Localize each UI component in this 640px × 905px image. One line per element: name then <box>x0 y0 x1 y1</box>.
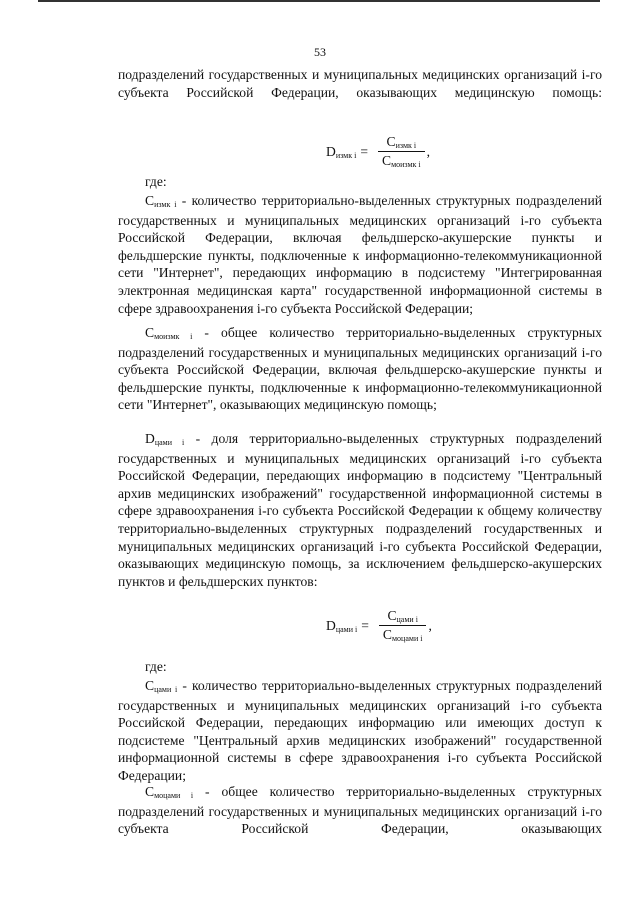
formula-comma: , <box>428 617 432 633</box>
definition-c-cami: Cцами i - количество территориально-выделенных структурных подразделений государственных и муниципальных медицинских организаций i-го субъекта Российской Федерации, передающих информацию или имеющих доступ к подсистеме "Центральный архив медицинских изображений" государственной информационной системы в сфере здравоохранения i-го субъекта Российской Федерации; <box>118 678 602 783</box>
formula-lhs: Dцами i <box>326 617 358 634</box>
definition-c-mocami: Cмоцами i - общее количество территориально-выделенных структурных подразделений государственных и муниципальных медицинских организаций i-го субъекта Российской Федерации, оказывающих <box>118 784 602 837</box>
equals-sign: = <box>361 617 369 633</box>
equals-sign: = <box>360 143 368 159</box>
page-number: 53 <box>314 45 326 59</box>
where-label: где: <box>145 659 167 674</box>
formula-dizmk <box>326 134 430 169</box>
definition-c-moizmk: Cмоизмк i - общее количество территориально-выделенных структурных подразделений государственных и муниципальных медицинских организаций i-го субъекта Российской Федерации, включая фельдшерско-акушерские пункты и фельдшерские пункты, подключенные к информационно-телекоммуникационной сети "Интернет", оказывающих медицинскую помощь; <box>118 325 603 413</box>
fraction: $\frac{\text{Cцами i}}{\text{Cмоцами i}}$ <box>379 608 427 643</box>
where-label: где: <box>145 174 167 189</box>
intro-paragraph: подразделений государственных и муниципальных медицинских организаций i-го субъекта Российской Федерации, оказывающих медицинскую помощь: <box>118 67 602 100</box>
definition-c-izmk: Cизмк i - количество территориально-выделенных структурных подразделений государственных и муниципальных медицинских организаций i-го субъекта Российской Федерации, включая фельдшерско-акушерские пункты и фельдшерские пункты, подключенные к информационно-телекоммуникационной сети "Интернет", передающих информацию в подсистему "Интегрированная электронная медицинская карта" государственной информационной системы в сфере здравоохранения i-го субъекта Российской Федерации; <box>118 193 602 316</box>
formula-comma: , <box>426 143 431 159</box>
fraction: $\frac{\text{Cизмк i}}{\text{Cмоизмк i}}$ <box>378 134 425 169</box>
formula-dcami <box>326 608 432 643</box>
definition-d-cami: Dцами i - доля территориально-выделенных структурных подразделений государственных и муниципальных медицинских организаций i-го субъекта Российской Федерации, передающих информацию в подсистему "Центральный архив медицинских изображений" государственной информационной системы в сфере здравоохранения i-го субъекта Российской Федерации к общему количеству территориально-выделенных структурных подразделений государственных и муниципальных медицинских организаций i-го субъекта Российской Федерации, оказывающих медицинскую помощь, за исключением фельдшерско-акушерских пунктов и фельдшерских пунктов: <box>118 431 602 589</box>
formula-lhs: Dизмк i <box>326 143 357 160</box>
top-rule <box>38 0 600 2</box>
